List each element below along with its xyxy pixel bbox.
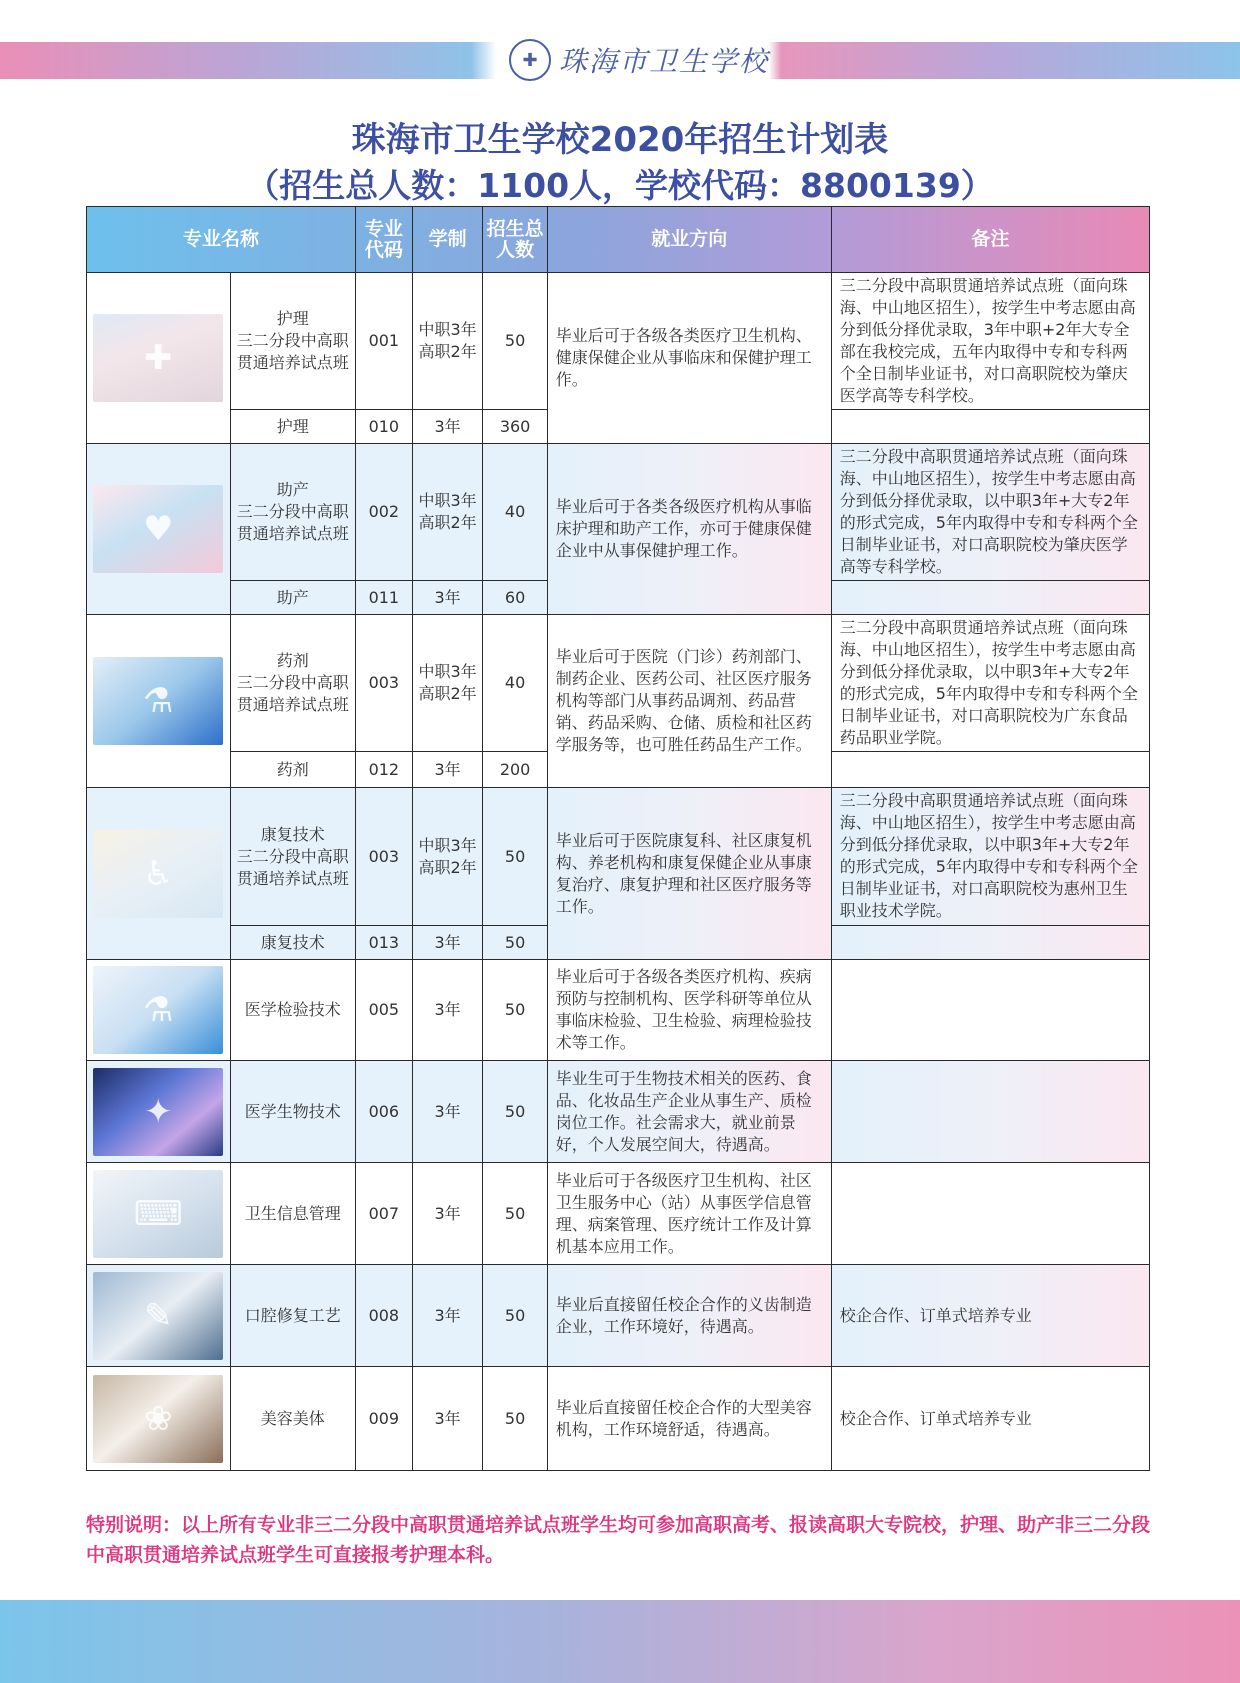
col-header-remark: 备注 — [831, 207, 1149, 273]
major-quota: 50 — [483, 1367, 547, 1471]
remark-cell — [831, 926, 1149, 960]
table-row — [87, 960, 1150, 1061]
major-name-cell: 护理 — [230, 410, 355, 444]
major-photo-cell — [87, 1163, 231, 1265]
remark-cell — [831, 752, 1149, 788]
major-quota: 60 — [483, 581, 547, 615]
major-photo-cell — [87, 1367, 231, 1471]
career-direction: 毕业后可于医院（门诊）药剂部门、制药企业、医药公司、社区医疗服务机构等部门从事药品调剂、药品营销、药品采购、仓储、质检和社区药学服务等，也可胜任药品生产工作。 — [547, 615, 831, 788]
major-name-cell: 康复技术 三二分段中高职贯通培养试点班 — [230, 788, 355, 926]
major-quota: 50 — [483, 1061, 547, 1163]
major-photo-cell — [87, 960, 231, 1061]
major-code: 005 — [355, 960, 412, 1061]
remark-cell: 三二分段中高职贯通培养试点班（面向珠海、中山地区招生），按学生中考志愿由高分到低分择优录取，以中职3年+大专2年的形式完成，5年内取得中专和专科两个全日制毕业证书，对口高职院校为广东食品药品职业学院。 — [831, 615, 1149, 752]
table-row — [87, 1367, 1150, 1471]
remark-cell — [831, 1061, 1149, 1163]
rehab-icon: ♿ — [143, 853, 174, 894]
remark-cell — [831, 410, 1149, 444]
dental-photo — [93, 1272, 223, 1360]
table-row — [87, 1061, 1150, 1163]
career-direction: 毕业生可于生物技术相关的医药、食品、化妆品生产企业从事生产、质检岗位工作。社会需求大，就业前景好，个人发展空间大，待遇高。 — [547, 1061, 831, 1163]
table-row — [87, 615, 1150, 752]
major-photo-cell — [87, 788, 231, 960]
beauty-icon: ❀ — [144, 1398, 173, 1439]
major-code: 013 — [355, 926, 412, 960]
major-code: 009 — [355, 1367, 412, 1471]
school-emblem-icon: ✚ — [509, 39, 551, 81]
major-duration: 3年 — [412, 1061, 483, 1163]
keyboard-icon: ⌨ — [133, 1193, 183, 1234]
major-quota: 50 — [483, 960, 547, 1061]
major-quota: 200 — [483, 752, 547, 788]
table-row — [87, 444, 1150, 581]
col-header-career: 就业方向 — [547, 207, 831, 273]
major-code: 012 — [355, 752, 412, 788]
flask-icon: ⚗ — [143, 681, 174, 721]
major-name-cell: 助产 — [230, 581, 355, 615]
biotech-photo — [93, 1068, 223, 1156]
major-quota: 50 — [483, 1163, 547, 1265]
career-direction: 毕业后可于各级各类医疗卫生机构、健康保健企业从事临床和保健护理工作。 — [547, 273, 831, 444]
major-duration: 3年 — [412, 1265, 483, 1367]
midwife-photo — [93, 485, 223, 573]
admission-plan-table — [86, 206, 1150, 1471]
major-code: 003 — [355, 615, 412, 752]
test-tube-icon: ⚗ — [143, 990, 174, 1030]
major-duration: 中职3年 高职2年 — [412, 273, 483, 410]
major-photo-cell — [87, 273, 231, 444]
major-code: 008 — [355, 1265, 412, 1367]
major-quota: 50 — [483, 788, 547, 926]
major-photo-cell — [87, 615, 231, 788]
table-header-row — [87, 207, 1150, 273]
col-header-major: 专业名称 — [87, 207, 356, 273]
col-header-quota: 招生总人数 — [483, 207, 547, 273]
remark-cell: 校企合作、订单式培养专业 — [831, 1265, 1149, 1367]
major-quota: 40 — [483, 615, 547, 752]
career-direction: 毕业后直接留任校企合作的大型美容机构，工作环境舒适，待遇高。 — [547, 1367, 831, 1471]
major-name-cell: 助产 三二分段中高职贯通培养试点班 — [230, 444, 355, 581]
career-direction: 毕业后可于各级医疗卫生机构、社区卫生服务中心（站）从事医学信息管理、病案管理、医疗统计工作及计算机基本应用工作。 — [547, 1163, 831, 1265]
major-photo-cell — [87, 1061, 231, 1163]
page-title: 珠海市卫生学校2020年招生计划表 — [351, 120, 889, 160]
major-name-cell: 口腔修复工艺 — [230, 1265, 355, 1367]
remark-cell: 三二分段中高职贯通培养试点班（面向珠海、中山地区招生），按学生中考志愿由高分到低分择优录取，以中职3年+大专2年的形式完成，5年内取得中专和专科两个全日制毕业证书，对口高职院校为肇庆医学高等专科学校。 — [831, 444, 1149, 581]
special-notice: 特别说明：以上所有专业非三二分段中高职贯通培养试点班学生均可参加高职高考、报读高职大专院校，护理、助产非三二分段中高职贯通培养试点班学生可直接报考护理本科。 — [86, 1514, 1151, 1566]
major-duration: 3年 — [412, 1367, 483, 1471]
career-direction: 毕业后可于各级各类医疗机构、疾病预防与控制机构、医学科研等单位从事临床检验、卫生检验、病理检验技术等工作。 — [547, 960, 831, 1061]
col-header-code: 专业代码 — [355, 207, 412, 273]
major-name-cell: 药剂 — [230, 752, 355, 788]
remark-cell — [831, 581, 1149, 615]
major-photo-cell — [87, 1265, 231, 1367]
col-header-duration: 学制 — [412, 207, 483, 273]
major-code: 011 — [355, 581, 412, 615]
major-code: 003 — [355, 788, 412, 926]
major-name-cell: 医学生物技术 — [230, 1061, 355, 1163]
major-quota: 40 — [483, 444, 547, 581]
major-duration: 3年 — [412, 581, 483, 615]
major-code: 006 — [355, 1061, 412, 1163]
career-direction: 毕业后可于医院康复科、社区康复机构、养老机构和康复保健企业从事康复治疗、康复护理和社区医疗服务等工作。 — [547, 788, 831, 960]
table-row — [87, 788, 1150, 926]
career-direction: 毕业后直接留任校企合作的义齿制造企业，工作环境好，待遇高。 — [547, 1265, 831, 1367]
bottom-decor-band — [0, 1600, 1240, 1683]
major-name-cell: 护理 三二分段中高职贯通培养试点班 — [230, 273, 355, 410]
nurse-icon: ✚ — [144, 338, 173, 378]
major-duration: 中职3年 高职2年 — [412, 788, 483, 926]
major-code: 010 — [355, 410, 412, 444]
school-logo — [508, 36, 770, 84]
logo-school-name: 珠海市卫生学校 — [558, 45, 769, 78]
table-row — [87, 1163, 1150, 1265]
pharmacy-photo — [93, 657, 223, 745]
tooth-icon: ✎ — [144, 1295, 173, 1336]
career-direction: 毕业后可于各类各级医疗机构从事临床护理和助产工作，亦可于健康保健企业中从事保健护理工作。 — [547, 444, 831, 615]
beauty-photo — [93, 1375, 223, 1463]
remark-cell — [831, 1163, 1149, 1265]
major-name-cell: 康复技术 — [230, 926, 355, 960]
major-duration: 3年 — [412, 752, 483, 788]
major-photo-cell — [87, 444, 231, 615]
remark-cell: 三二分段中高职贯通培养试点班（面向珠海、中山地区招生），按学生中考志愿由高分到低分择优录取，3年中职+2年大专全部在我校完成，五年内取得中专和专科两个全日制毕业证书，对口高职院校为肇庆医学高等专科学校。 — [831, 273, 1149, 410]
major-name-cell: 药剂 三二分段中高职贯通培养试点班 — [230, 615, 355, 752]
major-quota: 50 — [483, 1265, 547, 1367]
major-code: 007 — [355, 1163, 412, 1265]
remark-cell — [831, 960, 1149, 1061]
rehab-photo — [93, 830, 223, 918]
major-code: 002 — [355, 444, 412, 581]
nurse-photo — [93, 314, 223, 402]
baby-icon: ♥ — [143, 509, 174, 549]
dna-icon: ✦ — [144, 1091, 173, 1132]
major-name-cell: 卫生信息管理 — [230, 1163, 355, 1265]
major-duration: 3年 — [412, 926, 483, 960]
table-row — [87, 1265, 1150, 1367]
remark-cell: 三二分段中高职贯通培养试点班（面向珠海、中山地区招生），按学生中考志愿由高分到低分择优录取，以中职3年+大专2年的形式完成，5年内取得中专和专科两个全日制毕业证书，对口高职院校为惠州卫生职业技术学院。 — [831, 788, 1149, 926]
major-duration: 3年 — [412, 960, 483, 1061]
major-duration: 中职3年 高职2年 — [412, 615, 483, 752]
major-name-cell: 美容美体 — [230, 1367, 355, 1471]
major-name-cell: 医学检验技术 — [230, 960, 355, 1061]
lab-photo — [93, 966, 223, 1054]
major-duration: 3年 — [412, 410, 483, 444]
major-quota: 360 — [483, 410, 547, 444]
page-subtitle: （招生总人数：1100人，学校代码：8800139） — [246, 166, 994, 205]
table-row — [87, 273, 1150, 410]
major-quota: 50 — [483, 926, 547, 960]
major-quota: 50 — [483, 273, 547, 410]
info-photo — [93, 1170, 223, 1258]
major-code: 001 — [355, 273, 412, 410]
major-duration: 3年 — [412, 1163, 483, 1265]
remark-cell: 校企合作、订单式培养专业 — [831, 1367, 1149, 1471]
major-duration: 中职3年 高职2年 — [412, 444, 483, 581]
